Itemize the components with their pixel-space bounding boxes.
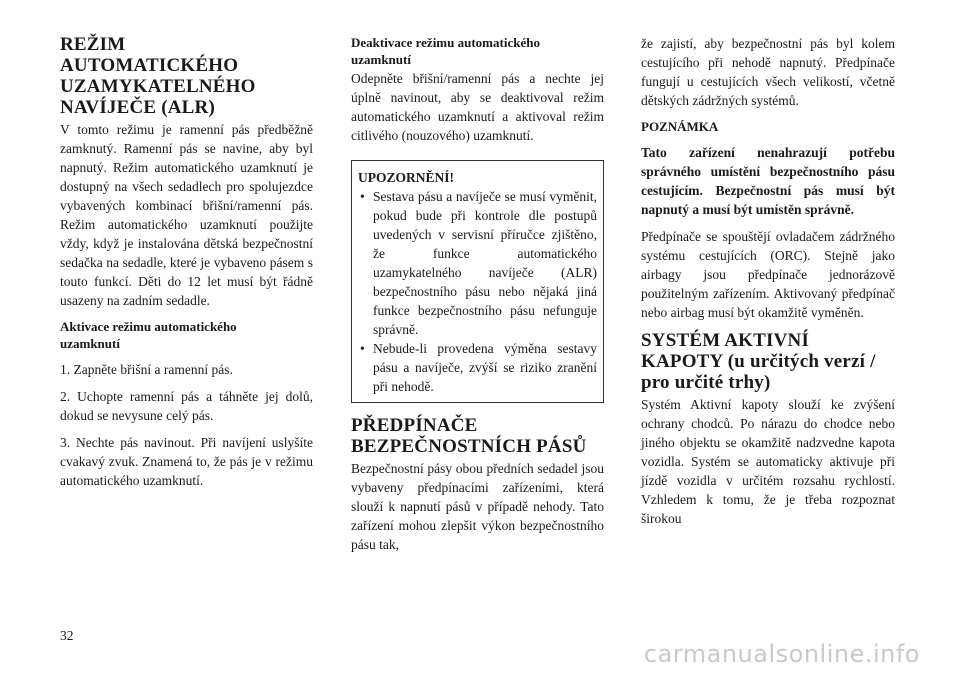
note-text: Tato zařízení nenahrazují potřebu správného umístění bezpečnostního pásu cestujícím. Bezpečnostní pás musí být napnutý a musí být umístěn správně. [641,145,895,217]
step-3: 3. Nechte pás navinout. Při navíjení uslyšíte cvakavý zvuk. Znamená to, že pás je v režimu automatického uzamknutí. [60,435,313,488]
column-right [641,34,895,536]
deactivation-title: Deaktivace režimu automatického uzamknutí [351,35,540,67]
pretensioner-continued: že zajistí, aby bezpečnostní pás byl kolem cestujícího při nehodě napnutý. Předpínače fungují u cestujících všech velikostí, včetně dětských zádržných systémů. [641,36,895,108]
pretensioner-text: Bezpečnostní pásy obou předních sedadel jsou vybaveny předpínacími zařízeními, která slouží k napnutí pásů v případě nehody. Tato zařízení mohou zlepšit výkon bezpečnostního pásu tak, [351,461,604,552]
pretensioner-heading: PŘEDPÍNAČE BEZPEČNOSTNÍCH PÁSŮ [351,415,587,457]
warning-title: UPOZORNĚNÍ! [358,170,455,185]
step-1: 1. Zapněte břišní a ramenní pás. [60,362,233,377]
column-left [60,34,313,498]
activation-title: Aktivace režimu automatického uzamknutí [60,319,237,351]
alr-intro: V tomto režimu je ramenní pás předběžně zamknutý. Ramenní pás se navine, aby byl napnutý. Režim automatického uzamknutí je dostupný na všech sedadlech pro spolujezdce vybavených kombinací břišní/ramenní pás. Režim automatického uzamknutí použijte vždy, když je instalována dětská bezpečnostní sedačka na sedadle, které je vybaveno pásem s touto funkcí. Děti do 12 let musí být řádně usazeny na zadním sedadle. [60,122,313,308]
page-number: 32 [60,628,74,643]
warning-box [351,160,604,403]
deactivation-text: Odepněte břišní/ramenní pás a nechte jej úplně navinout, aby se deaktivoval režim automatického uzamknutí a aktivoval režim citlivého (nouzového) uzamknutí. [351,71,604,143]
step-2: 2. Uchopte ramenní pás a táhněte jej dolů, dokud se nevysune celý pás. [60,389,313,423]
alr-heading: REŽIM AUTOMATICKÉHO UZAMYKATELNÉHO NAVÍJEČE (ALR) [60,34,256,118]
active-hood-heading: SYSTÉM AKTIVNÍ KAPOTY (u určitých verzí / pro určité trhy) [641,330,876,393]
warning-item: • Sestava pásu a navíječe se musí vyměnit, pokud bude při kontrole dle postupů uvedených v servisní příručce zjištěno, že funkce automatického uzamykatelného navíječe (ALR) bezpečnostního pásu nebo nějaká jiná funkce bezpečnostního pásu nefunguje správně. [358,187,597,339]
column-middle [351,34,604,562]
note-title: POZNÁMKA [641,119,719,134]
warning-item: • Nebude-li provedena výměna sestavy pásu a navíječe, zvýší se riziko zranění při nehodě. [358,339,597,396]
warning-list [358,187,597,396]
orc-text: Předpínače se spouštějí ovladačem zádržného systému cestujících (ORC). Stejně jako airbagy jsou předpínače jednorázově použitelným zařízením. Aktivovaný předpínač nebo airbag musí být okamžitě vyměněn. [641,229,895,320]
active-hood-text: Systém Aktivní kapoty slouží ke zvýšení ochrany chodců. Po nárazu do chodce nebo jiného objektu se okamžitě nadzvedne kapota vozidla. Systém se automaticky aktivuje při jízdě vozidla v určitém rozsahu rychlostí. Vzhledem k tomu, že je třeba rozpoznat širokou [641,397,895,526]
watermark: carmanualsonline.info [643,640,920,668]
